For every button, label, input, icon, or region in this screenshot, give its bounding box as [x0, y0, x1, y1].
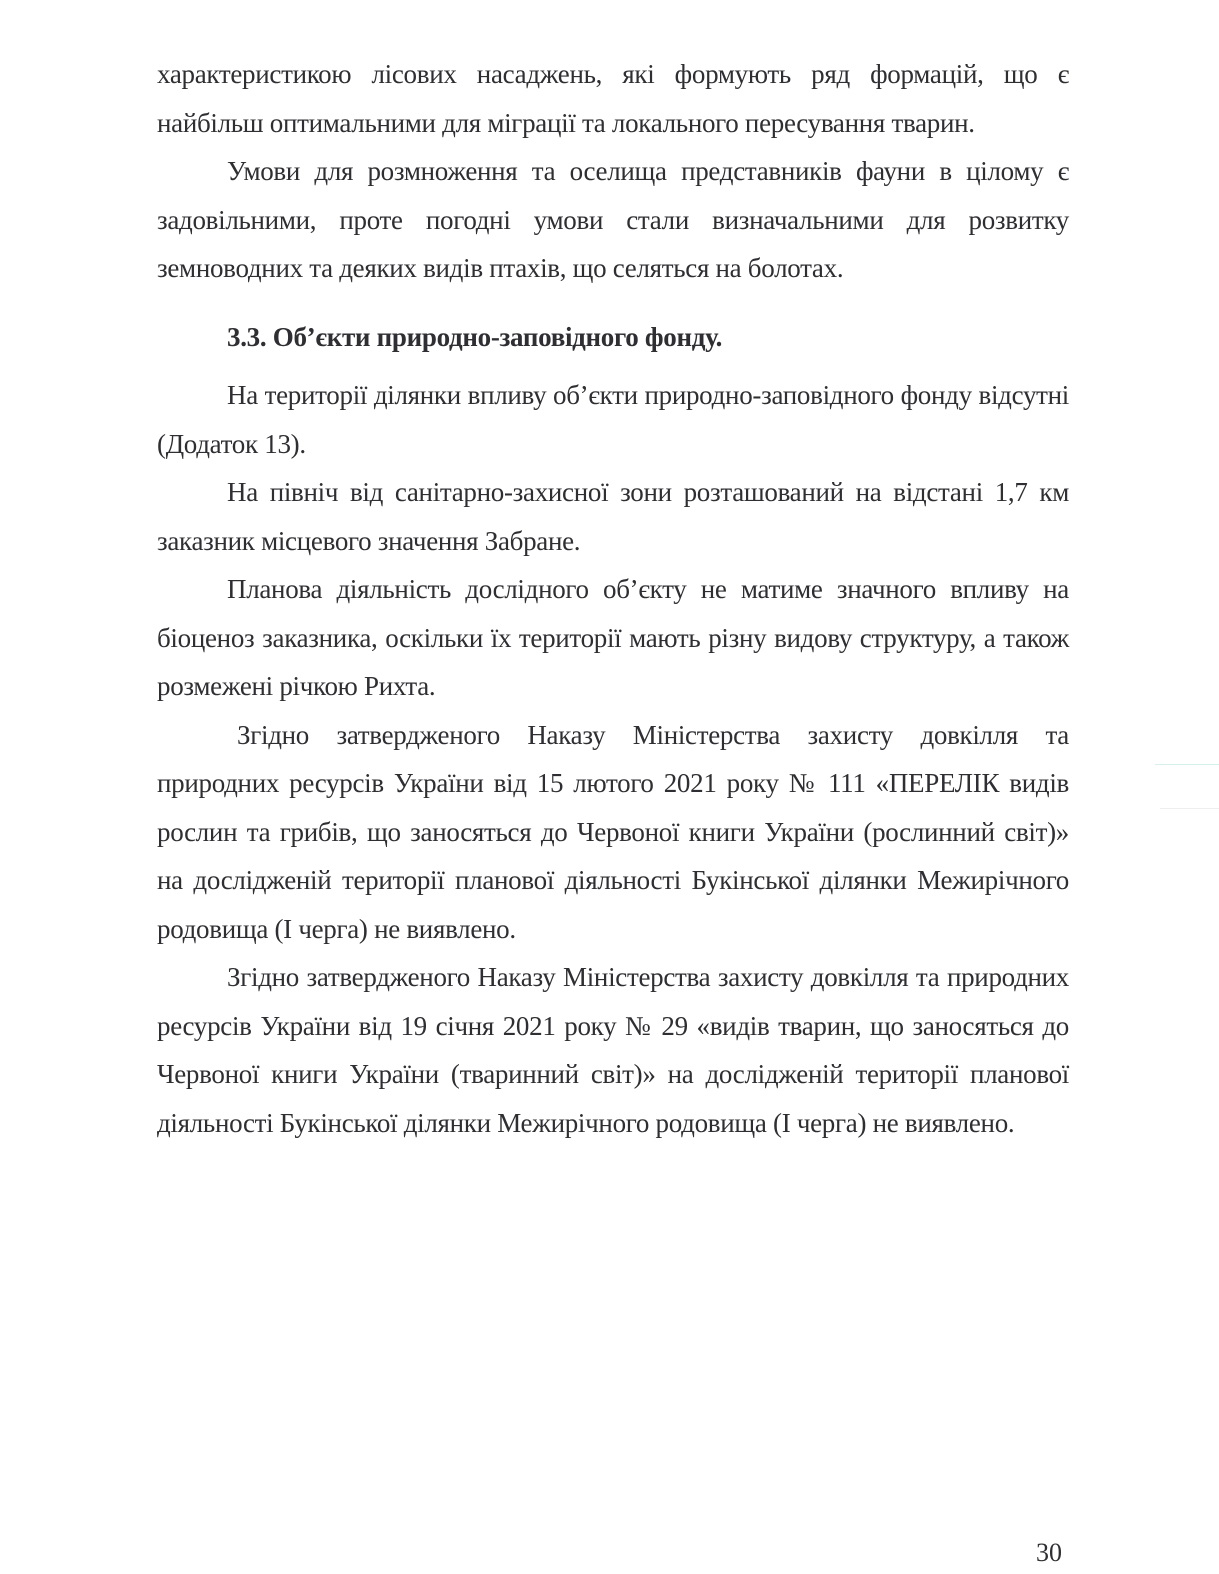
document-page	[157, 50, 1069, 1147]
paragraph-protected-objects-absent: На території ділянки впливу об’єкти природно-заповідного фонду відсутні (Додаток 13).	[157, 380, 1069, 459]
paragraph-breeding-conditions: Умови для розмноження та оселища представників фауни в цілому є задовільними, проте погодні умови стали визначальними для розвитку земноводних та деяких видів птахів, що селяться на болотах.	[157, 156, 1069, 283]
scan-artifact-line	[1155, 764, 1219, 765]
paragraph-continuation: характеристикою лісових насаджень, які формують ряд формацій, що є найбільш оптимальними для міграції та локального пересування тварин.	[157, 59, 1069, 138]
page-number: 30	[1036, 1538, 1062, 1567]
paragraph-zabrane-reserve: На північ від санітарно-захисної зони розташований на відстані 1,7 км заказник місцевого значення Забране.	[157, 477, 1069, 556]
paragraph-red-book-animals: Згідно затвердженого Наказу Міністерства захисту довкілля та природних ресурсів України від 19 січня 2021 року № 29 «видів тварин, що заносяться до Червоної книги України (тваринний світ)» на дослідженій території планової діяльності Букінської ділянки Межирічного родовища (І черга) не виявлено.	[157, 962, 1069, 1138]
section-heading: 3.3. Об’єкти природно-заповідного фонду.	[227, 321, 723, 352]
paragraph-no-significant-impact: Планова діяльність дослідного об’єкту не матиме значного впливу на біоценоз заказника, оскільки їх території мають різну видову структуру, а також розмежені річкою Рихта.	[157, 574, 1069, 701]
scan-artifact-line	[1160, 808, 1219, 809]
paragraph-red-book-plants: Згідно затвердженого Наказу Міністерства захисту довкілля та природних ресурсів України від 15 лютого 2021 року № 111 «ПЕРЕЛІК видів рослин та грибів, що заносяться до Червоної книги України (рослинний світ)» на дослідженій території планової діяльності Букінської ділянки Межирічного родовища (І черга) не виявлено.	[157, 719, 1069, 944]
